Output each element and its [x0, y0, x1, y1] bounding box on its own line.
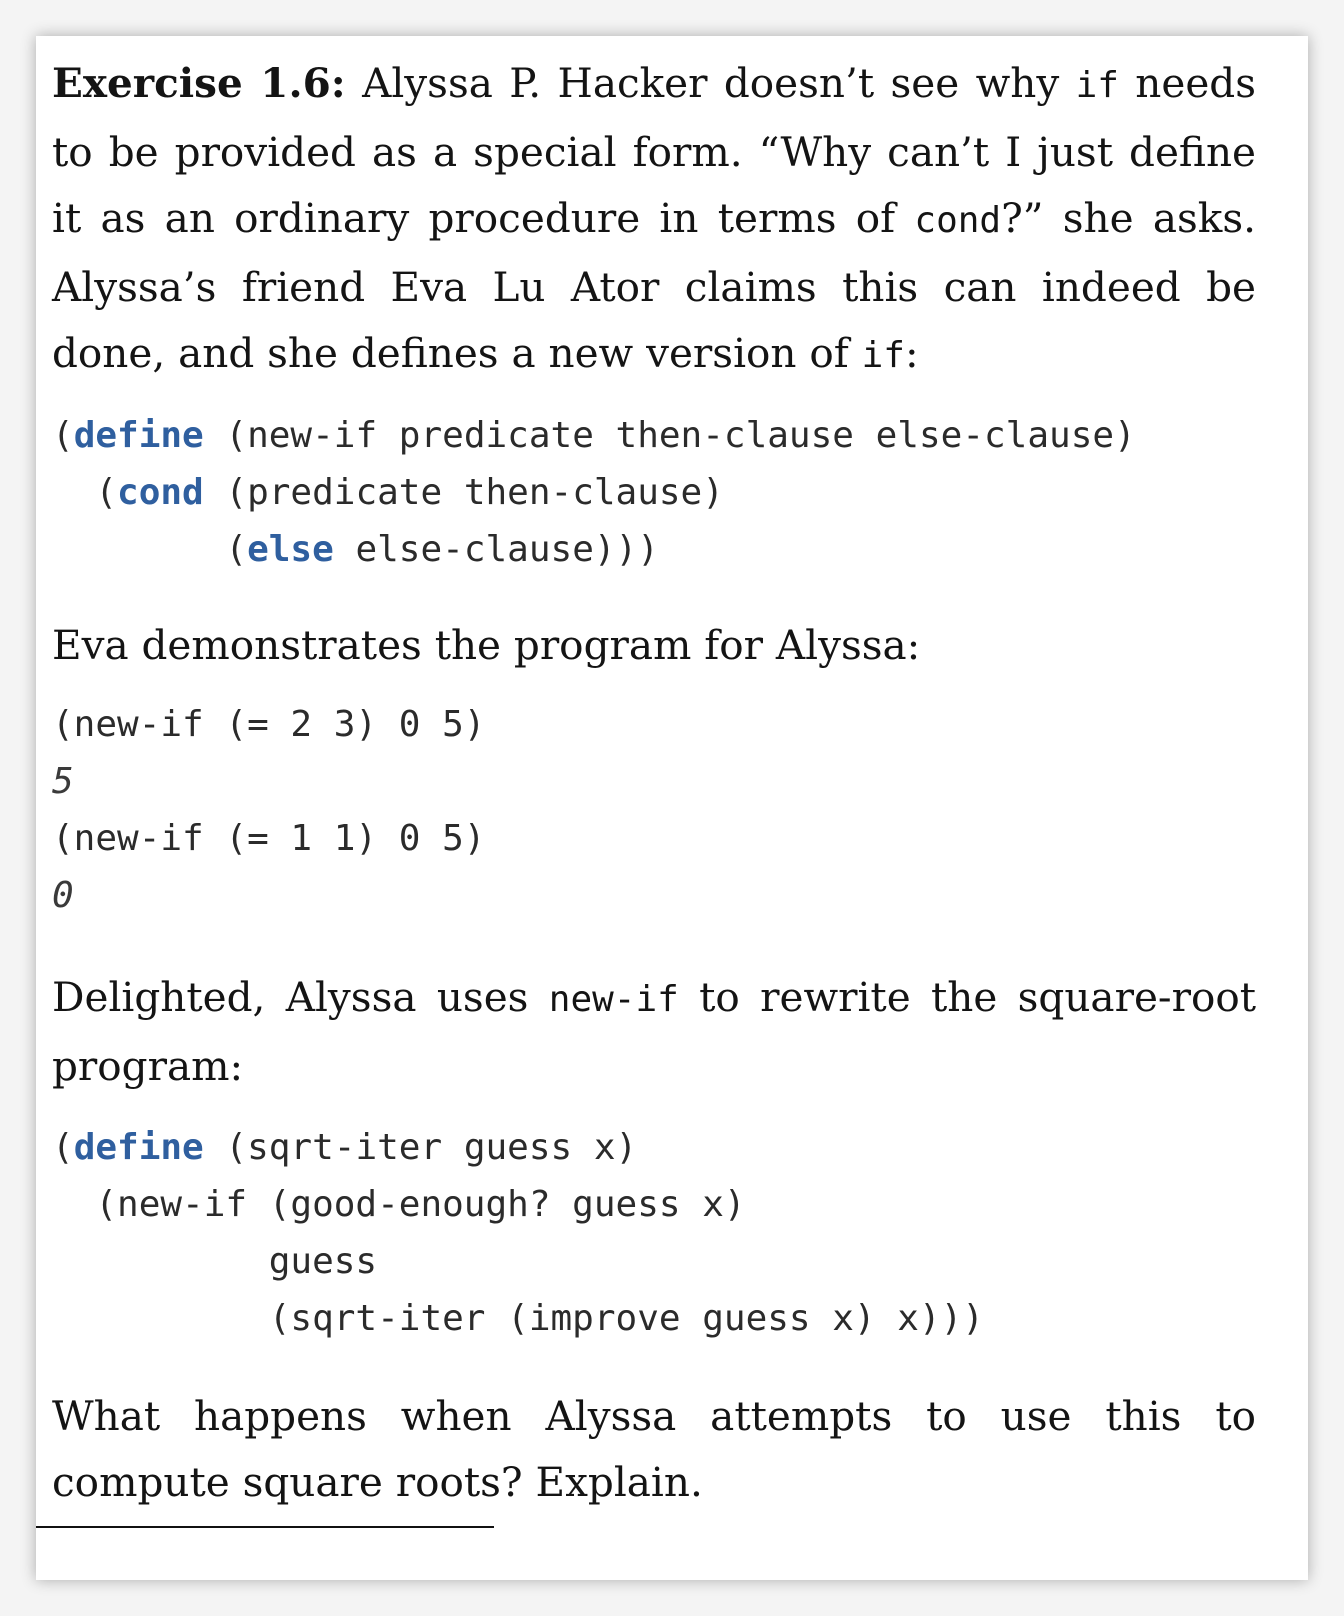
code-line — [52, 521, 1256, 578]
footnote-divider — [36, 1526, 494, 1528]
exercise-content — [52, 50, 1256, 1515]
code-line: (new-if (good-enough? guess x) — [52, 1184, 746, 1225]
intro-text-2: needs to be provided as a special form. “Why can’t I just define it as an ordinary procedure in terms of — [52, 59, 1257, 242]
code-line: (new-if (= 1 1) 0 5) — [52, 818, 486, 859]
intro-text-3: ?” she asks. Alyssa’s friend Eva Lu Ator claims this can indeed be done, and she defines a new version of — [52, 194, 1256, 377]
code-line: (sqrt-iter (improve guess x) x))) — [52, 1298, 984, 1339]
code-line — [52, 407, 1256, 464]
code-line: (new-if (= 2 3) 0 5) — [52, 704, 486, 745]
code-token: (predicate then-clause) — [203, 472, 724, 513]
code-output: 0 — [52, 875, 74, 916]
code-token: else-clause))) — [333, 529, 659, 570]
code-keyword: define — [73, 1127, 204, 1168]
exercise-intro-paragraph — [52, 50, 1256, 389]
code-line — [52, 464, 1256, 521]
intro-text-4: : — [904, 329, 919, 377]
code-token: (sqrt-iter guess x) — [203, 1127, 638, 1168]
code-keyword: else — [247, 529, 334, 570]
code-block-sqrt-iter — [52, 1119, 1256, 1347]
inline-code-if-2: if — [861, 335, 905, 376]
rewrite-text-2: to rewrite the square-root program: — [52, 973, 1256, 1090]
intro-text-1: Alyssa P. Hacker doesn’t see why — [345, 59, 1076, 107]
code-line: guess — [52, 1241, 378, 1282]
inline-code-if: if — [1075, 65, 1119, 106]
demo-paragraph: Eva demonstrates the program for Alyssa: — [52, 621, 921, 669]
exercise-heading: Exercise 1.6: — [52, 59, 346, 107]
rewrite-paragraph — [52, 964, 1256, 1099]
code-block-demo — [52, 696, 1256, 924]
inline-code-cond: cond — [914, 200, 1002, 241]
document-page — [36, 36, 1308, 1580]
code-block-new-if-definition — [52, 407, 1256, 578]
code-token: (new-if predicate then-clause else-clause) — [203, 415, 1136, 456]
code-keyword: cond — [117, 472, 204, 513]
rewrite-text-1: Delighted, Alyssa uses — [52, 973, 549, 1021]
question-paragraph: What happens when Alyssa attempts to use this to compute square roots? Explain. — [52, 1392, 1256, 1506]
code-line — [52, 1119, 1256, 1176]
code-token: ( — [52, 1127, 74, 1168]
code-token: ( — [52, 415, 74, 456]
inline-code-new-if: new-if — [548, 979, 679, 1020]
code-output: 5 — [52, 761, 74, 802]
code-token: ( — [52, 472, 118, 513]
code-keyword: define — [73, 415, 204, 456]
code-token: ( — [52, 529, 248, 570]
